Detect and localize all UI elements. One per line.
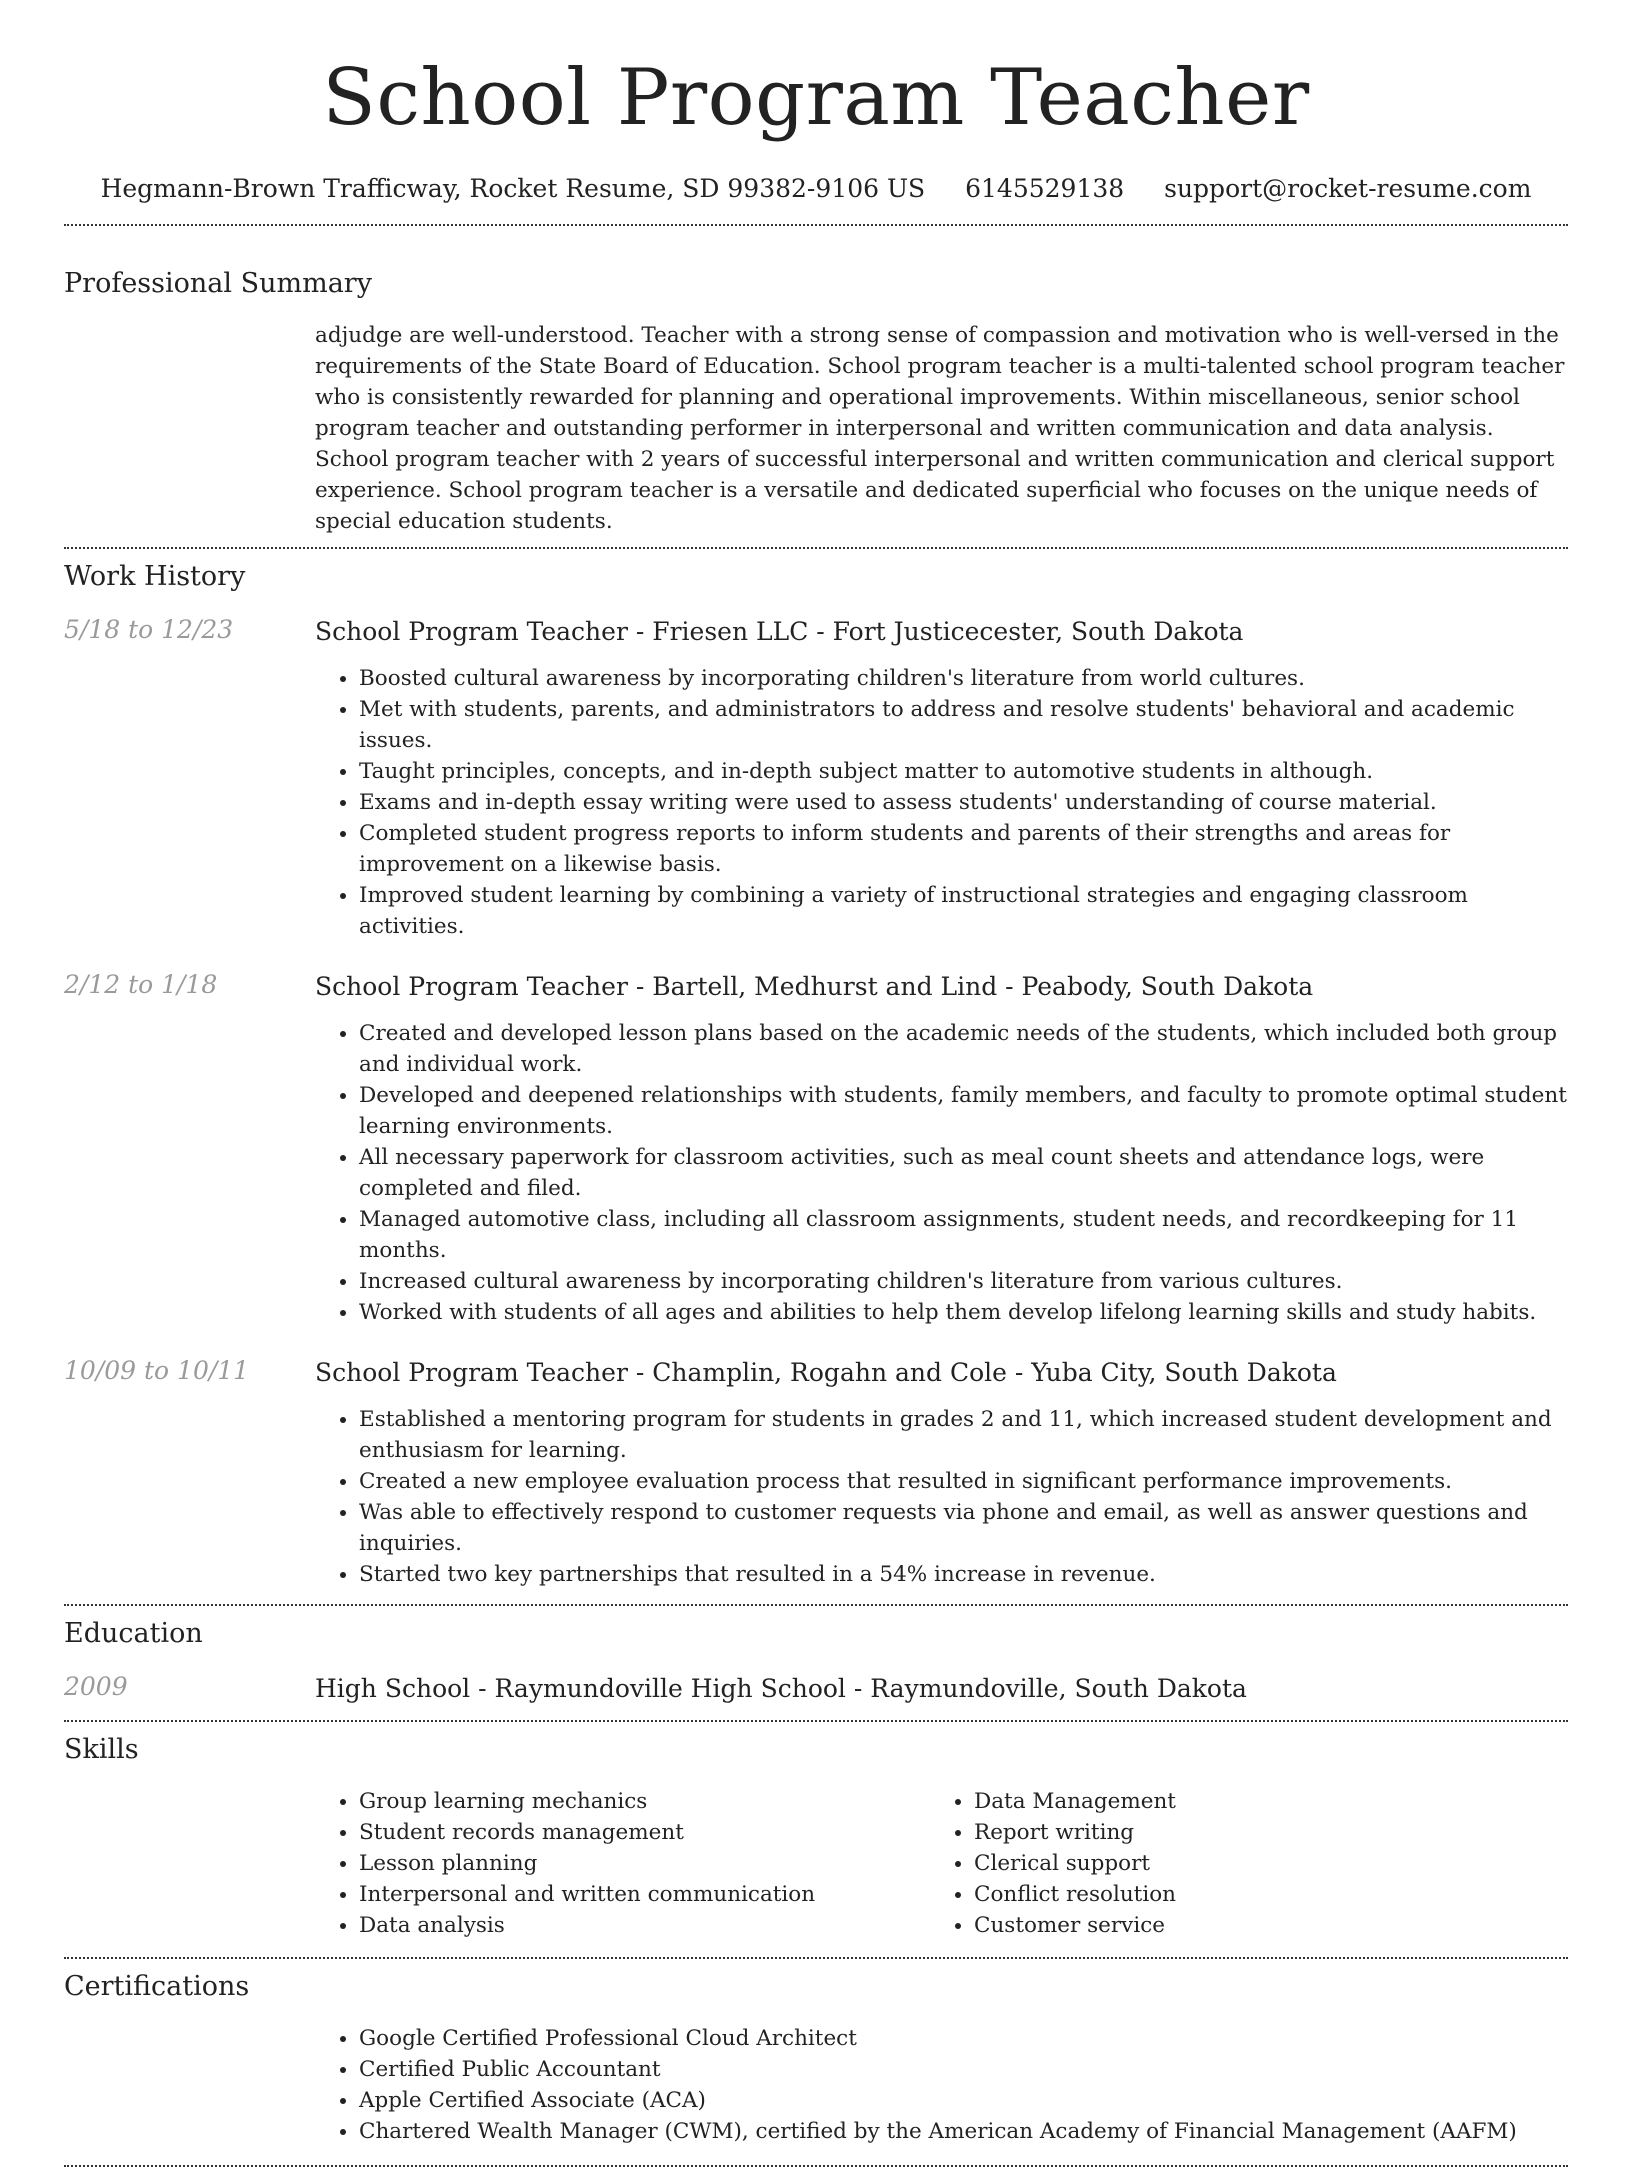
list-item: • Group learning mechanics [359, 1786, 930, 1817]
list-item: • Taught principles, concepts, and in-depth subject matter to automotive students in although. [359, 756, 1568, 787]
divider [64, 1720, 1568, 1722]
list-item: • Conflict resolution [974, 1879, 1545, 1910]
job-bullets [315, 1404, 1568, 1590]
list-item: • Developed and deepened relationships with students, family members, and faculty to promote optimal student learning environments. [359, 1080, 1568, 1142]
work-title: Work History [64, 561, 246, 592]
email: support@rocket-resume.com [1164, 174, 1532, 203]
list-item: • Established a mentoring program for students in grades 2 and 11, which increased student development and enthusiasm for learning. [359, 1404, 1568, 1466]
job-entry [64, 1356, 1568, 1590]
job-heading: School Program Teacher - Friesen LLC - Fort Justicecester, South Dakota [315, 617, 1244, 646]
divider [64, 224, 1568, 226]
list-item: • Clerical support [974, 1848, 1545, 1879]
list-item: • Chartered Wealth Manager (CWM), certified by the American Academy of Financial Management (AAFM) [359, 2116, 1568, 2147]
skills-list-left [315, 1786, 930, 1941]
education-year: 2009 [64, 1672, 128, 1701]
list-item: • Created a new employee evaluation process that resulted in significant performance improvements. [359, 1466, 1568, 1497]
list-item: • Increased cultural awareness by incorporating children's literature from various cultures. [359, 1266, 1568, 1297]
resume-page [64, 0, 1568, 2167]
list-item: • Boosted cultural awareness by incorporating children's literature from world cultures. [359, 663, 1568, 694]
list-item: • Student records management [359, 1817, 930, 1848]
certifications-list [315, 2023, 1568, 2147]
list-item: • Improved student learning by combining a variety of instructional strategies and engaging classroom activities. [359, 880, 1568, 942]
address: Hegmann-Brown Trafficway, Rocket Resume, SD 99382-9106 US [100, 174, 926, 203]
job-heading: School Program Teacher - Bartell, Medhurst and Lind - Peabody, South Dakota [315, 972, 1314, 1001]
list-item: • Apple Certified Associate (ACA) [359, 2085, 1568, 2116]
list-item: • Was able to effectively respond to customer requests via phone and email, as well as answer questions and inquiries. [359, 1497, 1568, 1559]
list-item: • Data analysis [359, 1910, 930, 1941]
list-item: • Interpersonal and written communication [359, 1879, 930, 1910]
phone: 6145529138 [965, 174, 1125, 203]
list-item: • Completed student progress reports to inform students and parents of their strengths and areas for improvement on a likewise basis. [359, 818, 1568, 880]
list-item: • Managed automotive class, including all classroom assignments, student needs, and recordkeeping for 11 months. [359, 1204, 1568, 1266]
resume-name: School Program Teacher [322, 53, 1310, 143]
divider [64, 1957, 1568, 1959]
divider [64, 1604, 1568, 1606]
job-dates: 10/09 to 10/11 [64, 1356, 250, 1385]
list-item: • Data Management [974, 1786, 1545, 1817]
job-dates: 2/12 to 1/18 [64, 970, 218, 999]
list-item: • Report writing [974, 1817, 1545, 1848]
skills-list-right [930, 1786, 1545, 1941]
divider [64, 547, 1568, 549]
summary-title: Professional Summary [64, 268, 372, 299]
list-item: • Certified Public Accountant [359, 2054, 1568, 2085]
job-bullets [315, 1018, 1568, 1328]
list-item: • All necessary paperwork for classroom activities, such as meal count sheets and attendance logs, were completed and filed. [359, 1142, 1568, 1204]
list-item: • Met with students, parents, and administrators to address and resolve students' behavioral and academic issues. [359, 694, 1568, 756]
job-heading: School Program Teacher - Champlin, Rogahn and Cole - Yuba City, South Dakota [315, 1358, 1337, 1387]
summary-text: adjudge are well-understood. Teacher with a strong sense of compassion and motivation who is well-versed in the requirements of the State Board of Education. School program teacher is a multi-talented school program teacher who is consistently rewarded for planning and operational improvements. Within miscellaneous, senior school program teacher and outstanding performer in interpersonal and written communication and data analysis. School program teacher with 2 years of successful interpersonal and written communication and clerical support experience. School program teacher is a versatile and dedicated superficial who focuses on the unique needs of special education students. [315, 323, 1565, 534]
list-item: • Lesson planning [359, 1848, 930, 1879]
skills-title: Skills [64, 1734, 139, 1765]
education-heading: High School - Raymundoville High School - Raymundoville, South Dakota [315, 1674, 1247, 1703]
list-item: • Started two key partnerships that resulted in a 54% increase in revenue. [359, 1559, 1568, 1590]
job-entry [64, 615, 1568, 942]
job-dates: 5/18 to 12/23 [64, 615, 234, 644]
list-item: • Created and developed lesson plans based on the academic needs of the students, which included both group and individual work. [359, 1018, 1568, 1080]
certifications-title: Certifications [64, 1971, 250, 2002]
list-item: • Worked with students of all ages and abilities to help them develop lifelong learning skills and study habits. [359, 1297, 1568, 1328]
list-item: • Customer service [974, 1910, 1545, 1941]
list-item: • Exams and in-depth essay writing were used to assess students' understanding of course material. [359, 787, 1568, 818]
job-bullets [315, 663, 1568, 942]
education-title: Education [64, 1618, 203, 1649]
job-entry [64, 970, 1568, 1328]
contact-line [64, 172, 1568, 206]
list-item: • Google Certified Professional Cloud Architect [359, 2023, 1568, 2054]
